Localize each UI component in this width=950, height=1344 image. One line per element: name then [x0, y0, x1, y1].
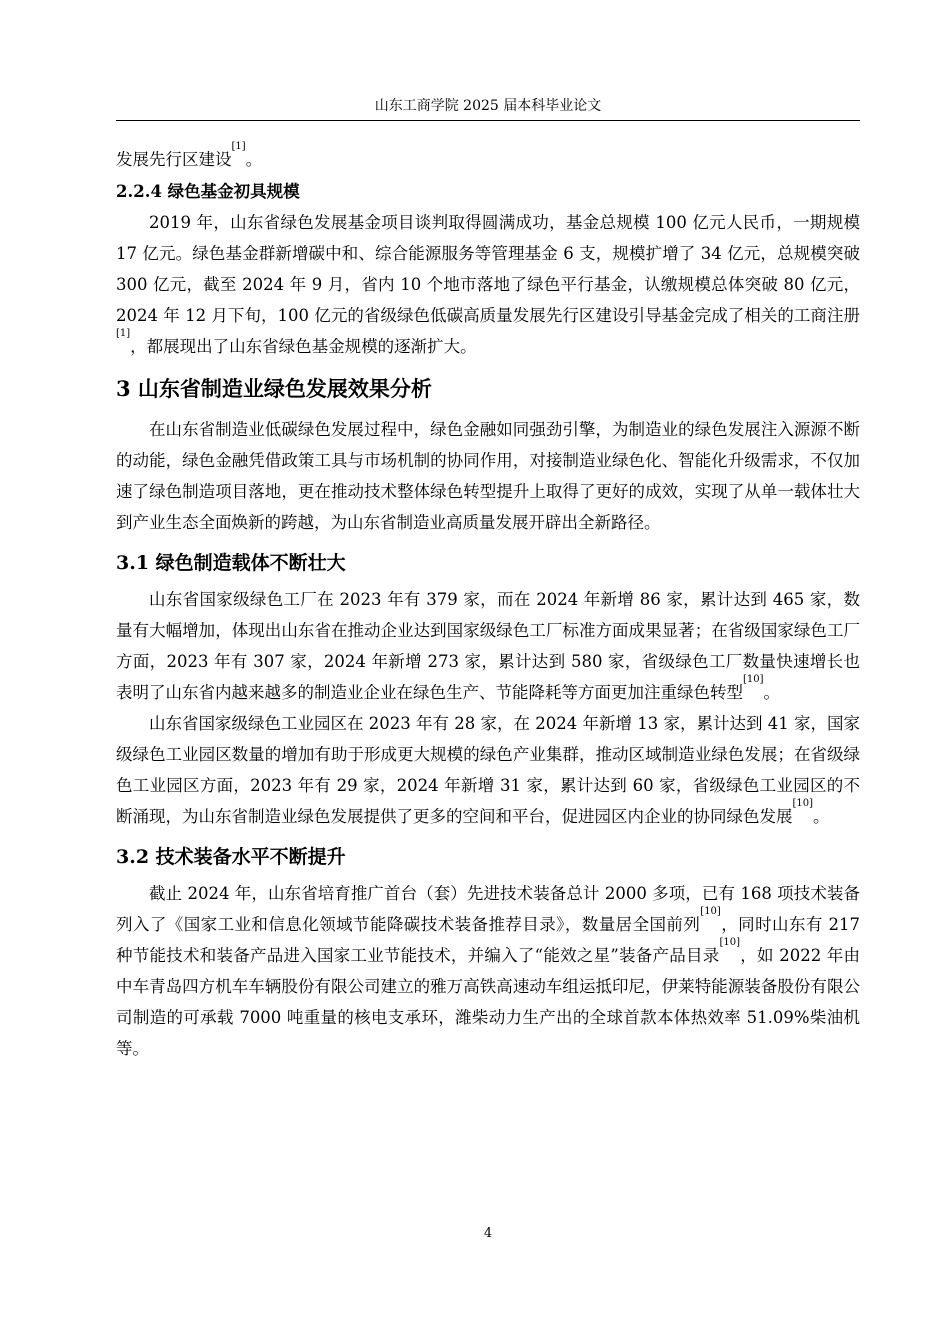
paragraph-text: ，如 2022 年由中车青岛四方机车车辆股份有限公司建立的雅万高铁高速动车组运抵印尼，伊莱特能源装备股份有限公司制造的可承载 7000 吨重量的核电支承环，潍柴动力生产出的全球首款本体热效率 51.09%柴油机等。 — [116, 946, 860, 1058]
running-header: 山东工商学院 2025 届本科毕业论文 — [374, 98, 602, 114]
chapter-heading-3: 3 山东省制造业绿色发展效果分析 — [116, 376, 432, 401]
citation: [10] — [792, 798, 814, 809]
paragraph-chapter-intro: 在山东省制造业低碳绿色发展过程中，绿色金融如同强劲引擎，为制造业的绿色发展注入源源不断的动能，绿色金融凭借政策工具与市场机制的协同作用，对接制造业绿色化、智能化升级需求，不仅加速了绿色制造项目落地，更在推动技术整体绿色转型提升上取得了更好的成效，实现了从单一载体壮大到产业生态全面焕新的跨越，为山东省制造业高质量发展开辟出全新路径。 — [116, 420, 860, 532]
page-content — [116, 141, 861, 1064]
paragraph-text: 2019 年，山东省绿色发展基金项目谈判取得圆满成功，基金总规模 100 亿元人民币，一期规模 17 亿元。绿色基金群新增碳中和、综合能源服务等管理基金 6 支，规模扩增了 34 亿元，总规模突破 300 亿元，截至 2024 年 9 月，省内 10 个地市落地了绿色平行基金，认缴规模总体突破 80 亿元，2024 年 12 月下旬，100 亿元的省级绿色低碳高质量发展先行区建设引导基金完成了相关的工商注册 — [116, 213, 860, 325]
page-number: 4 — [483, 1226, 493, 1241]
citation: [10] — [700, 906, 721, 917]
paragraph-text: 山东省国家级绿色工厂在 2023 年有 379 家，而在 2024 年新增 86 家，累计达到 465 家，数量有大幅增加，体现出山东省在推动企业达到国家级绿色工厂标准方面成果显著；在省级国家绿色工厂方面，2023 年有 307 家，2024 年新增 273 家，累计达到 580 家，省级绿色工厂数量快速增长也表明了山东省内越来越多的制造业企业在绿色生产、节能降耗等方面更加注重绿色转型 — [116, 590, 860, 702]
paragraph-continued — [116, 141, 860, 175]
paragraph-text: ，同时山东有 217 种节能技术和装备产品进入国家工业节能技术，并编入了“能效之星”装备产品目录 — [116, 915, 861, 965]
section-heading-2-2-4: 2.2.4 绿色基金初具规模 — [116, 182, 300, 201]
paragraph-tail: 。 — [813, 807, 830, 826]
paragraph-tail: 。 — [763, 683, 781, 702]
section-heading-3-1: 3.1 绿色制造载体不断壮大 — [116, 552, 346, 574]
citation: [1] — [116, 328, 131, 339]
paragraph-tech-equipment — [116, 878, 860, 1064]
paragraph-green-factories — [116, 584, 860, 708]
citation: [10] — [719, 937, 741, 948]
section-heading-3-2: 3.2 技术装备水平不断提升 — [116, 846, 346, 868]
paragraph-text: 发展先行区建设 — [116, 150, 232, 169]
paragraph-tail: 。 — [245, 150, 263, 169]
paragraph-tail: ，都展现出了山东省绿色基金规模的逐渐扩大。 — [130, 337, 477, 356]
paragraph-green-fund — [116, 207, 860, 362]
citation: [10] — [743, 674, 764, 685]
header-rule — [116, 120, 860, 121]
paragraph-text: 山东省国家级绿色工业园区在 2023 年有 28 家，在 2024 年新增 13 家，累计达到 41 家，国家级绿色工业园区数量的增加有助于形成更大规模的绿色产业集群，推动区域制造业绿色发展；在省级绿色工业园区方面，2023 年有 29 家，2024 年新增 31 家，累计达到 60 家，省级绿色工业园区的不断涌现，为山东省制造业绿色发展提供了更多的空间和平台，促进园区内企业的协同绿色发展 — [116, 714, 860, 826]
paragraph-green-parks — [116, 708, 860, 832]
paragraph-text: 截止 2024 年，山东省培育推广首台（套）先进技术装备总计 2000 多项，已有 168 项技术装备列入了《国家工业和信息化领域节能降碳技术装备推荐目录》，数量居全国前列 — [116, 884, 860, 934]
citation: [1] — [231, 141, 246, 152]
